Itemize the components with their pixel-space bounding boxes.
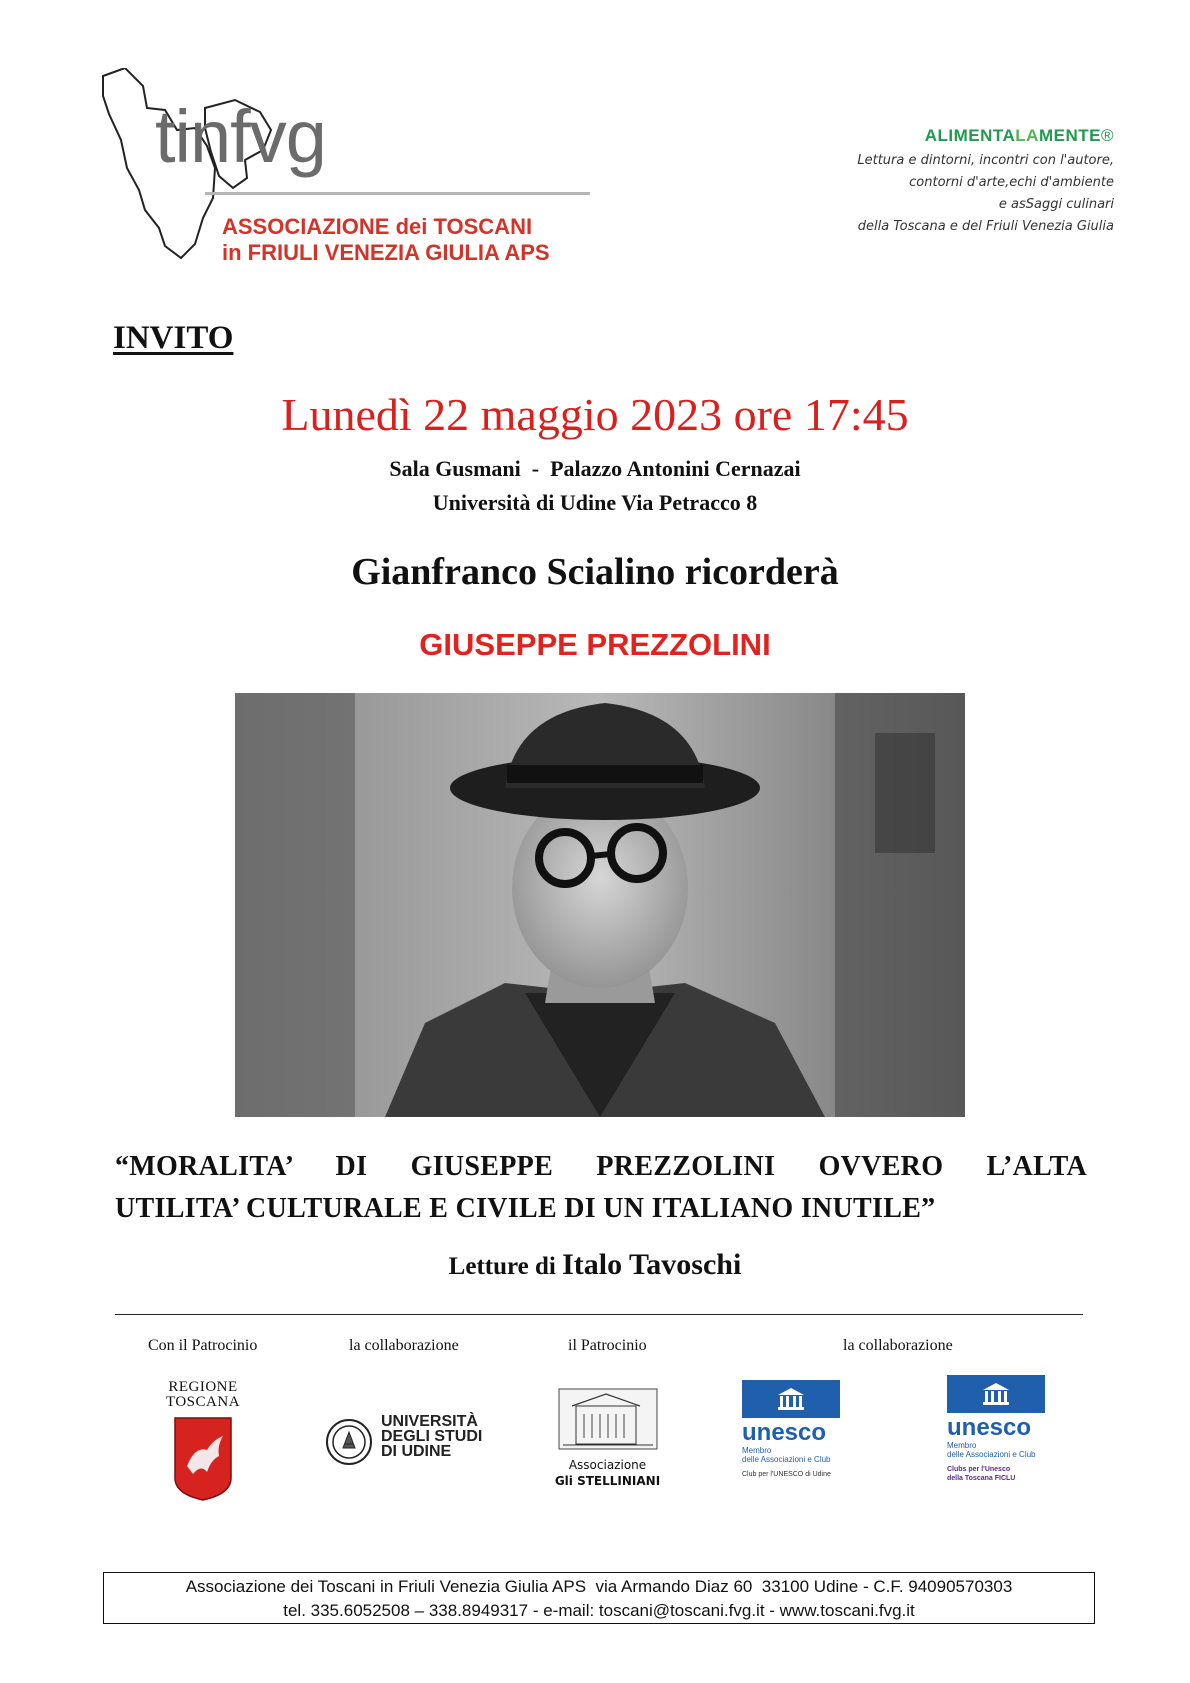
logo-association-line1: ASSOCIAZIONE dei TOSCANI	[222, 214, 533, 239]
talk-title-line2: UTILITA’ CULTURALE E CIVILE DI UN ITALIANO INUTILE”	[115, 1193, 936, 1224]
sponsor-label: la collaborazione	[349, 1337, 459, 1354]
brand-title	[925, 126, 1114, 146]
regione-line2: TOSCANA	[165, 1394, 241, 1410]
brand-line: contorni d'arte,echi d'ambiente	[909, 175, 1114, 190]
unesco-member-line: delle Associazioni e Club	[742, 1455, 831, 1464]
universita-udine-logo	[325, 1412, 485, 1472]
logo-divider	[205, 192, 590, 195]
regione-toscana-logo	[163, 1380, 243, 1506]
readings-name: Italo Tavoschi	[562, 1248, 742, 1281]
logo-association-line2: in FRIULI VENEZIA GIULIA APS	[222, 240, 550, 265]
subject-name: GIUSEPPE PREZZOLINI	[419, 627, 771, 662]
footer-contact-box	[103, 1572, 1095, 1624]
invite-label: INVITO	[113, 320, 234, 356]
event-venue	[0, 452, 1190, 520]
footer-address: Associazione dei Toscani in Friuli Venezia Giulia APS via Armando Diaz 60 33100 Udine - C.F. 94090570303	[185, 1577, 1013, 1596]
venue-line2: Università di Udine Via Petracco 8	[432, 490, 758, 515]
logo-association-name	[222, 214, 550, 266]
brand-part2: LA	[1015, 126, 1039, 145]
registered-mark: ®	[1100, 126, 1114, 145]
sponsor-label: Con il Patrocinio	[148, 1337, 258, 1354]
regione-line1: REGIONE	[168, 1379, 238, 1395]
unesco-member-line: Membro	[742, 1446, 772, 1455]
university-seal-icon	[325, 1418, 373, 1466]
unesco-name: unesco	[947, 1414, 1032, 1441]
sponsor-label: la collaborazione	[843, 1337, 953, 1354]
building-drawing-icon	[558, 1388, 658, 1450]
footer-contacts: tel. 335.6052508 – 338.8949317 - e-mail: toscani@toscani.fvg.it - www.toscani.fvg.it	[283, 1601, 915, 1620]
universita-line2: DEGLI STUDI	[381, 1428, 483, 1445]
unesco-udine-logo	[742, 1380, 842, 1480]
readings-prefix: Letture di	[448, 1253, 556, 1280]
brand-line: e asSaggi culinari	[998, 197, 1114, 212]
brand-part1: ALIMENTA	[924, 126, 1016, 145]
universita-line3: DI UDINE	[381, 1443, 452, 1460]
event-date: Lunedì 22 maggio 2023 ore 17:45	[281, 389, 909, 440]
brand-subtitle	[857, 150, 1114, 238]
unesco-temple-icon	[947, 1375, 1045, 1413]
stelliniani-line2: Gli STELLINIANI	[554, 1474, 661, 1488]
unesco-club-line: Club per l'UNESCO di Udine	[742, 1471, 831, 1478]
readings	[0, 1248, 1190, 1282]
sponsor-label: il Patrocinio	[568, 1337, 647, 1354]
pegasus-shield-icon	[173, 1416, 233, 1501]
talk-title-line1: “MORALITA’ DI GIUSEPPE PREZZOLINI OVVERO L’ALTA	[115, 1151, 1087, 1182]
speaker-line: Gianfranco Scialino ricorderà	[351, 551, 839, 593]
unesco-toscana-logo	[947, 1375, 1047, 1483]
universita-line1: UNIVERSITÀ	[381, 1413, 478, 1430]
brand-line: Lettura e dintorni, incontri con l'autore,	[857, 153, 1114, 168]
unesco-club-line: Clubs per l'Unesco	[947, 1466, 1011, 1473]
venue-line1: Sala Gusmani - Palazzo Antonini Cernazai	[389, 456, 801, 481]
portrait-photo	[235, 693, 965, 1117]
sponsors-divider	[115, 1314, 1083, 1315]
unesco-name: unesco	[742, 1419, 827, 1446]
unesco-member-line: delle Associazioni e Club	[947, 1450, 1036, 1459]
brand-part3: MENTE	[1038, 126, 1101, 145]
unesco-club-line: della Toscana FICLU	[947, 1475, 1016, 1482]
unesco-temple-icon	[742, 1380, 840, 1418]
unesco-member-line: Membro	[947, 1441, 977, 1450]
brand-line: della Toscana e del Friuli Venezia Giulia	[857, 219, 1114, 234]
talk-title	[115, 1146, 1087, 1230]
logo-wordmark: tinfvg	[155, 95, 326, 178]
stelliniani-line1: Associazione	[568, 1458, 647, 1472]
stelliniani-logo	[550, 1388, 665, 1489]
